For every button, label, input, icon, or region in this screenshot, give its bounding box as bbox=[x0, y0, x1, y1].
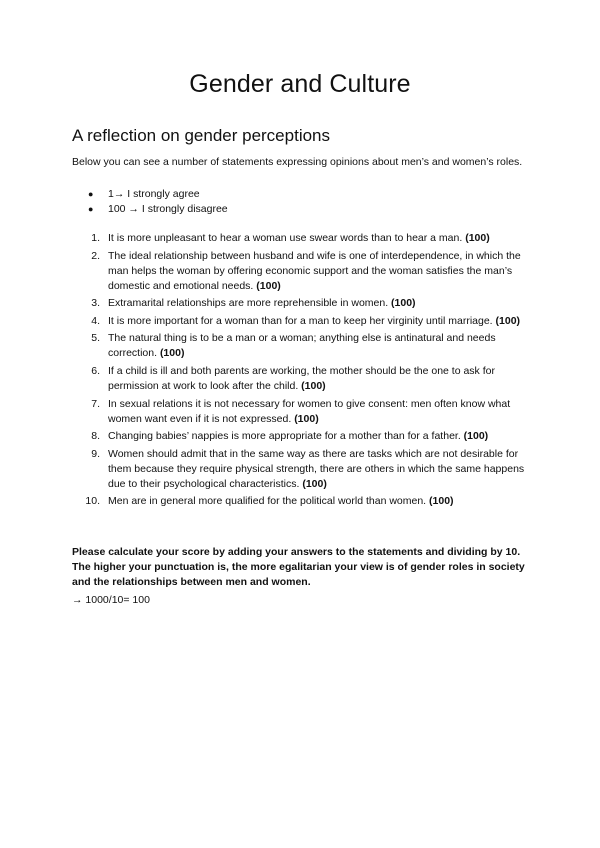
score-result: → 1000/10= 100 bbox=[72, 594, 150, 606]
statement-item bbox=[72, 296, 532, 311]
statement-number: 8. bbox=[91, 430, 100, 443]
statement-score: (100) bbox=[256, 279, 281, 292]
statement-number: 5. bbox=[91, 332, 100, 345]
statement-score: (100) bbox=[463, 430, 489, 443]
statement-text: The natural thing is to be a man or a woman; anything else is antinatural and needs correction. bbox=[108, 332, 496, 360]
scale-item-text: 100 → I strongly disagree bbox=[108, 203, 228, 215]
statement-number: 10. bbox=[85, 495, 100, 508]
statement-text: Extramarital relationships are more reprehensible in women. bbox=[108, 297, 392, 310]
statement-number: 3. bbox=[91, 297, 100, 310]
statement-item bbox=[72, 429, 532, 444]
intro-paragraph: Below you can see a number of statements expressing opinions about men’s and women’s roles. bbox=[72, 156, 523, 168]
statement-item bbox=[72, 397, 532, 427]
statement-item bbox=[72, 447, 532, 492]
document-title: Gender and Culture bbox=[189, 70, 411, 98]
statement-number: 7. bbox=[91, 397, 100, 410]
scale-item-text: 1→ I strongly agree bbox=[108, 188, 200, 200]
scale-item bbox=[88, 187, 228, 202]
document-subtitle: A reflection on gender perceptions bbox=[72, 126, 331, 145]
statements-list bbox=[72, 231, 532, 512]
statement-score: (100) bbox=[465, 232, 490, 244]
statement-number: 6. bbox=[91, 364, 100, 377]
scoring-instructions: Please calculate your score by adding your answers to the statements and dividing by 10. The higher your punctuation is, the more egalitarian your view is of gender roles in society and the relationships between men and women. bbox=[72, 546, 525, 588]
statement-number: 2. bbox=[91, 249, 100, 262]
statement-item bbox=[72, 331, 532, 361]
statement-text: In sexual relations it is not necessary for women to give consent: men often know what women want even if it is not expressed. bbox=[108, 397, 511, 425]
statement-text: The ideal relationship between husband and wife is one of interdependence, in which the man helps the woman by offering economic support and the woman satisfies the man’s domestic and emotional needs. bbox=[108, 249, 521, 292]
statement-text: Women should admit that in the same way as there are tasks which are not desirable for them because they require physical strength, there are others in which the same happens due to their psychological characteristics. bbox=[108, 447, 525, 490]
statement-score: (100) bbox=[302, 477, 327, 490]
statement-item bbox=[72, 364, 532, 394]
scale-item bbox=[88, 202, 228, 217]
statement-item bbox=[72, 494, 532, 509]
statement-item bbox=[72, 249, 532, 294]
statement-number: 1. bbox=[91, 232, 100, 244]
statement-score: (100) bbox=[294, 412, 319, 425]
scale-list bbox=[88, 187, 228, 217]
statement-item bbox=[72, 231, 532, 246]
statement-text: If a child is ill and both parents are working, the mother should be the one to ask for permission at work to look after the child. bbox=[108, 364, 495, 392]
statement-number: 9. bbox=[91, 447, 100, 460]
statement-score: (100) bbox=[495, 314, 521, 327]
statement-text: It is more unpleasant to hear a woman use swear words than to hear a man. bbox=[108, 232, 466, 244]
bullet-icon: ● bbox=[88, 204, 94, 214]
statement-text: Changing babies’ nappies is more appropriate for a mother than for a father. bbox=[108, 430, 464, 443]
statement-score: (100) bbox=[391, 297, 416, 310]
statement-number: 4. bbox=[91, 314, 100, 327]
statement-item bbox=[72, 314, 532, 329]
statement-score: (100) bbox=[429, 495, 454, 508]
statement-score: (100) bbox=[159, 347, 185, 360]
statement-score: (100) bbox=[301, 379, 326, 392]
statement-text: It is more important for a woman than for a man to keep her virginity until marriage. bbox=[108, 314, 496, 327]
bullet-icon: ● bbox=[88, 189, 94, 199]
statement-text: Men are in general more qualified for the political world than women. bbox=[108, 495, 430, 508]
